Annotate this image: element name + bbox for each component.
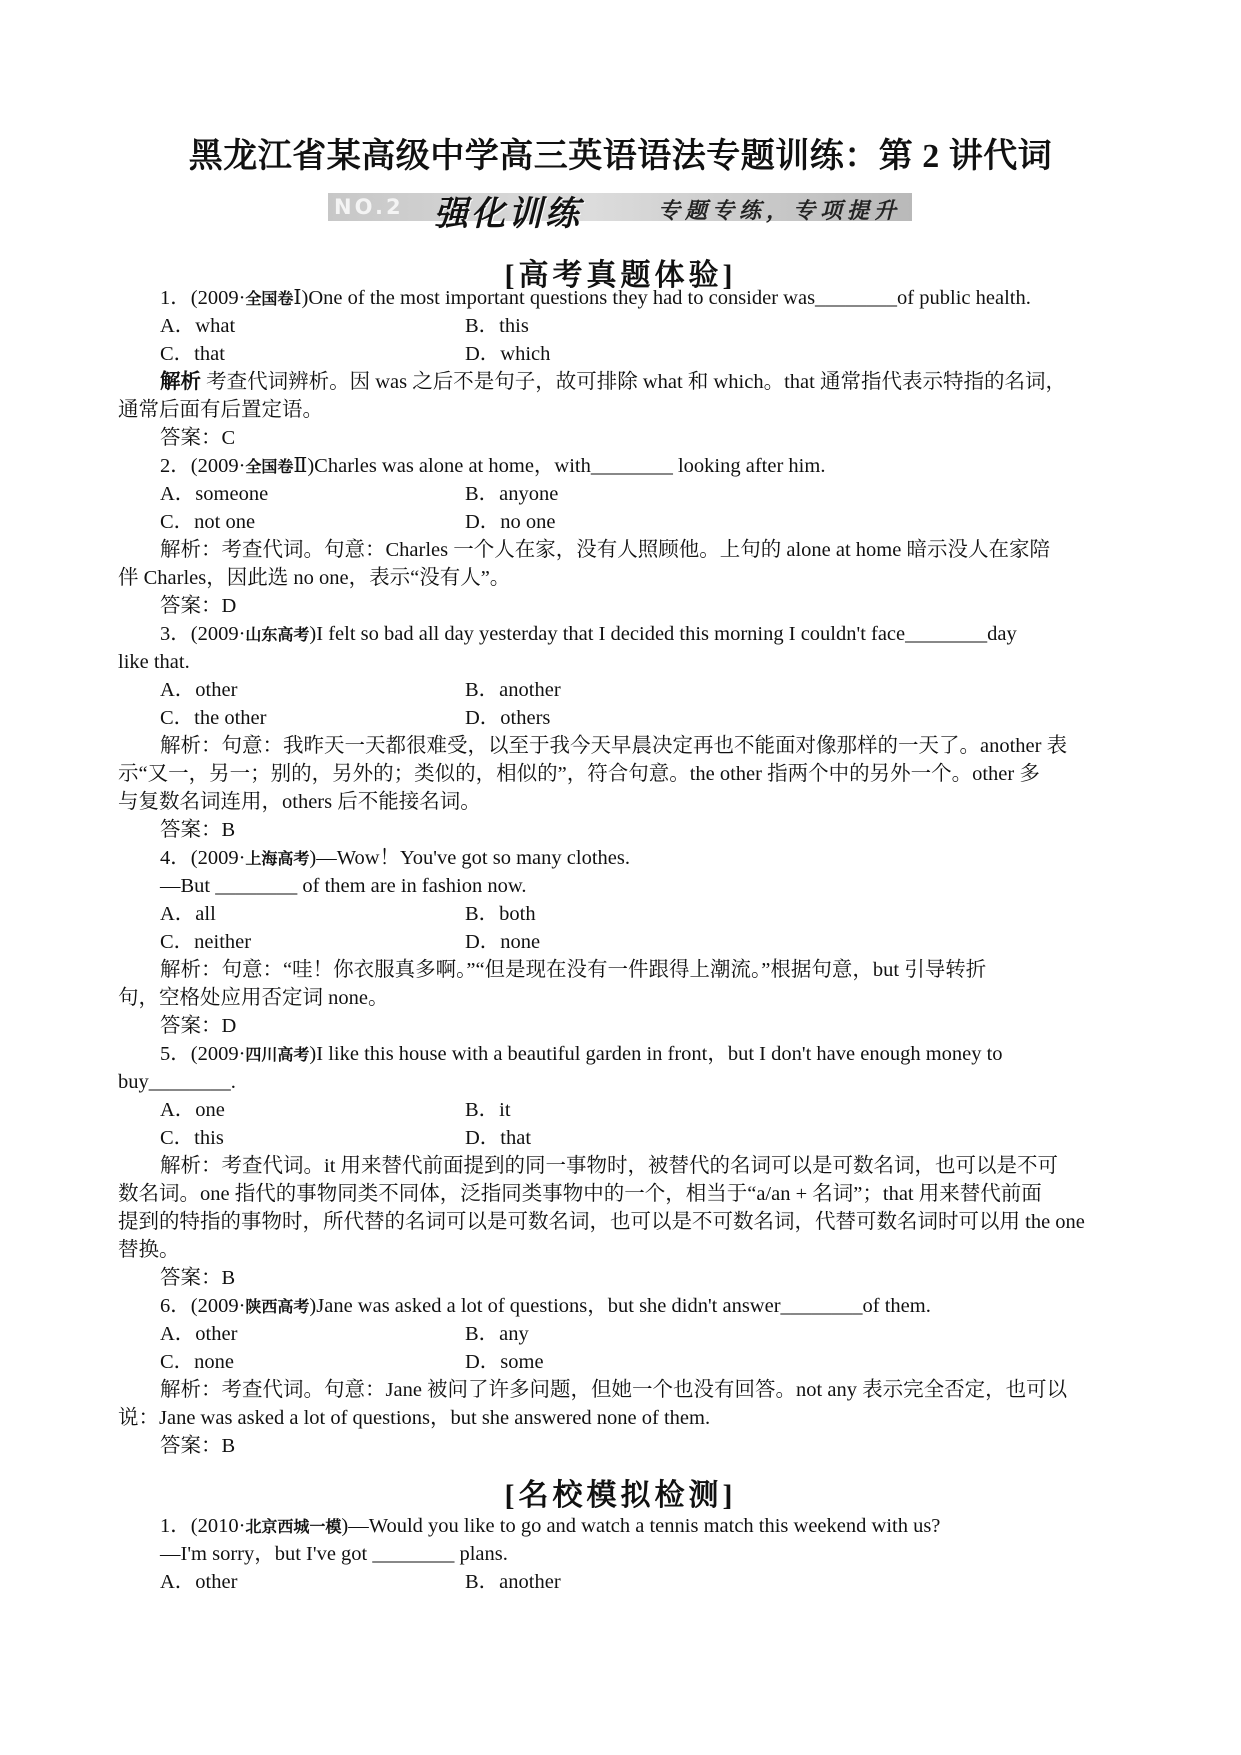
m1-option-b: B．another [465,1571,561,1593]
q5-option-a: A．one [160,1099,225,1121]
question-3-cont: like that. [118,651,190,673]
q2-explanation-cont: 伴 Charles，因此选 no one，表示“没有人”。 [118,567,511,589]
question-6: 6．(2009·陕西高考)Jane was asked a lot of questions，but she didn't answer________of them. [160,1295,931,1317]
q3-option-d: D．others [465,707,551,729]
q5-explanation-cont-1: 数名词。one 指代的事物同类不同体，泛指同类事物中的一个，相当于“a/an + 名词”；that 用来替代前面 [118,1183,1042,1205]
q5-explanation-cont-2: 提到的特指的事物时，所代替的名词可以是可数名词，也可以是不可数名词，代替可数名词时可以用 the one [118,1211,1085,1233]
q6-answer: 答案：B [160,1435,236,1457]
q1-answer: 答案：C [160,427,236,449]
q5-explanation: 解析：考查代词。it 用来替代前面提到的同一事物时，被替代的名词可以是可数名词，也可以是不可 [160,1155,1059,1177]
q2-option-d: D．no one [465,511,556,533]
q3-answer: 答案：B [160,819,236,841]
section-title-mock: [名校模拟检测] [504,1479,737,1512]
q4-option-d: D．none [465,931,541,953]
q4-answer: 答案：D [160,1015,237,1037]
q2-option-b: B．anyone [465,483,559,505]
question-4-cont: —But ________ of them are in fashion now. [160,875,527,897]
m1-option-a: A．other [160,1571,238,1593]
q1-option-d: D．which [465,343,551,365]
question-3: 3．(2009·山东高考)I felt so bad all day yesterday that I decided this morning I couldn't face________day [160,623,1017,645]
q1-option-a: A．what [160,315,236,337]
banner-slogan: 专题专练，专项提升 [658,198,902,223]
q5-option-d: D．that [465,1127,532,1149]
q2-option-a: A．someone [160,483,269,505]
q4-option-b: B．both [465,903,536,925]
q6-explanation-cont: 说：Jane was asked a lot of questions，but she answered none of them. [118,1407,711,1429]
mock-question-1: 1．(2010·北京西城一模)—Would you like to go and watch a tennis match this weekend with us? [160,1515,941,1537]
q4-option-c: C．neither [160,931,252,953]
section-title-gaokao: [高考真题体验] [504,259,737,292]
q4-explanation-cont: 句，空格处应用否定词 none。 [118,987,389,1009]
banner-number: NO.2 [334,195,404,219]
q4-option-a: A．all [160,903,216,925]
q5-explanation-cont-3: 替换。 [118,1239,180,1261]
question-5-cont: buy________. [118,1071,236,1093]
q6-option-a: A．other [160,1323,238,1345]
q2-answer: 答案：D [160,595,237,617]
q3-option-c: C．the other [160,707,267,729]
question-1: 1．(2009·全国卷Ⅰ)One of the most important questions they had to consider was________of public health. [160,287,1031,309]
question-4: 4．(2009·上海高考)—Wow！You've got so many clothes. [160,847,630,869]
mock-question-1-cont: —I'm sorry，but I've got ________ plans. [160,1543,508,1565]
q6-option-c: C．none [160,1351,235,1373]
q5-option-c: C．this [160,1127,224,1149]
q4-explanation: 解析：句意：“哇！你衣服真多啊。”“但是现在没有一件跟得上潮流。”根据句意，but 引导转折 [160,959,987,981]
q1-option-c: C．that [160,343,225,365]
page-title: 黑龙江省某高级中学高三英语语法专题训练：第 2 讲代词 [188,138,1053,175]
q3-option-b: B．another [465,679,561,701]
section-banner [328,190,912,233]
q3-explanation-cont-2: 与复数名词连用，others 后不能接名词。 [118,791,481,813]
q5-option-b: B．it [465,1099,511,1121]
q2-explanation: 解析：考查代词。句意：Charles 一个人在家，没有人照顾他。上句的 alone at home 暗示没人在家陪 [160,539,1050,561]
q3-explanation-cont-1: 示“又一，另一；别的，另外的；类似的，相似的”，符合句意。the other 指两个中的另外一个。other 多 [118,763,1040,785]
q5-answer: 答案：B [160,1267,236,1289]
q2-option-c: C．not one [160,511,256,533]
q1-explanation-cont: 通常后面有后置定语。 [118,399,323,421]
q6-explanation: 解析：考查代词。句意：Jane 被问了许多问题，但她一个也没有回答。not any 表示完全否定，也可以 [160,1379,1068,1401]
q1-explanation: 解析 考查代词辨析。因 was 之后不是句子，故可排除 what 和 which。that 通常指代表示特指的名词， [160,371,1066,393]
question-2: 2．(2009·全国卷Ⅱ)Charles was alone at home，with________ looking after him. [160,455,826,477]
question-5: 5．(2009·四川高考)I like this house with a beautiful garden in front，but I don't have enough money to [160,1043,1003,1065]
q3-explanation: 解析：句意：我昨天一天都很难受，以至于我今天早晨决定再也不能面对像那样的一天了。another 表 [160,735,1068,757]
q6-option-b: B．any [465,1323,529,1345]
q6-option-d: D．some [465,1351,544,1373]
q3-option-a: A．other [160,679,238,701]
banner-heading: 强化训练 [434,196,582,233]
q1-option-b: B．this [465,315,529,337]
